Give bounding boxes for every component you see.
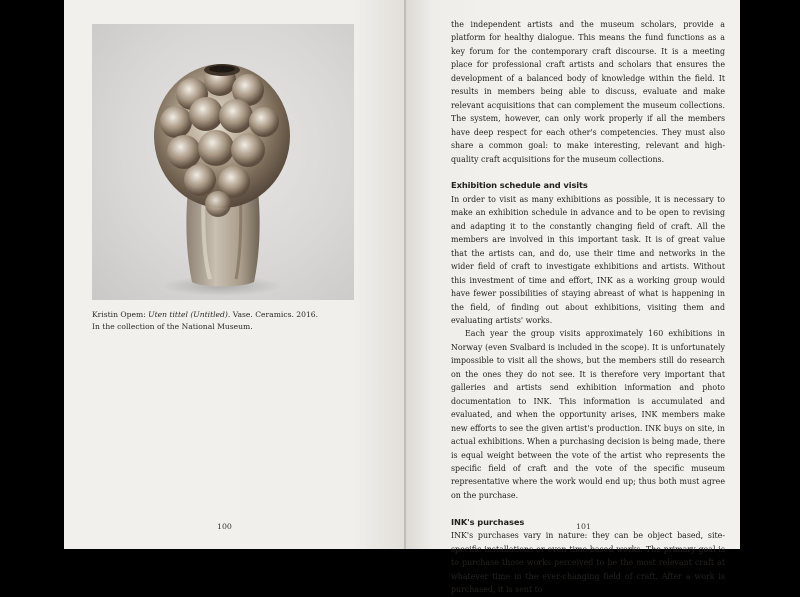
caption-details: . Vase. Ceramics. 2016.: [227, 310, 319, 319]
page-number-left: 100: [217, 522, 232, 531]
right-page: [406, 0, 740, 595]
purchases-paragraph-1: INK's purchases vary in nature: they can be object based, site-specific installations or even time-based works. The primary goal is to purchase those works perceived to be the most relevant craft at whatever time in the ever-changing field of craft. After a work is purchased, it is sent to: [451, 531, 725, 595]
caption-artist: Kristin Opem:: [92, 310, 149, 319]
exhibition-paragraph-2: Each year the group visits approximately 160 exhibitions in Norway (even Svalbard is included in the scope). It is unfortunately impossible to visit all the shows, but the members still do research on the ones they do not see. It is therefore very important that galleries and artists send exhibition information and photo documentation to INK. This information is accumulated and evaluated, and when the opportunity arises, INK members make new efforts to see the given artist's production. INK buys on site, in actual exhibitions. When a purchasing decision is being made, there is equal weight between the vote of the artist who represents the specific field of craft and the vote of the specific museum representative where the work would end up; thus both must agree on the purchase.: [451, 329, 725, 500]
body-text: [451, 18, 725, 597]
section-heading-purchases: INK's purchases: [451, 516, 525, 527]
page-number-right: 101: [576, 522, 591, 531]
section-heading-exhibition: Exhibition schedule and visits: [451, 180, 588, 191]
caption-collection: In the collection of the National Museum.: [92, 322, 253, 331]
left-page: [64, 0, 404, 549]
vase-image: [92, 24, 354, 300]
image-caption: [92, 309, 362, 333]
exhibition-paragraph-1: In order to visit as many exhibitions as possible, it is necessary to make an exhibition schedule in advance and to be open to revising and adapting it to the constantly changing field of craft. All the members are involved in this important task. It is of great value that the artists can, and do, use their time and networks in the wider field of craft to investigate exhibitions and artists. Without this investment of time and effort, INK as a working group would have fewer possibilities of staying abreast of what is happening in the field, of finding out about exhibitions, visiting them and evaluating artists' works.: [451, 194, 725, 326]
intro-paragraph: the independent artists and the museum scholars, provide a platform for healthy dialogue. This means the fund functions as a key forum for the contemporary craft discourse. It is a meeting place for professional craft artists and scholars that ensures the development of a balanced body of knowledge within the field. It results in members being able to discuss, evaluate and make relevant acquisitions that can complement the museum collections. The system, however, can only work properly if all the members have deep respect for each other's competencies. They must also share a common goal: to make interesting, relevant and high-quality craft acquisitions for the museum collections.: [451, 20, 725, 164]
caption-title: Uten tittel (Untitled): [148, 310, 228, 319]
vase-photograph: [92, 24, 354, 300]
